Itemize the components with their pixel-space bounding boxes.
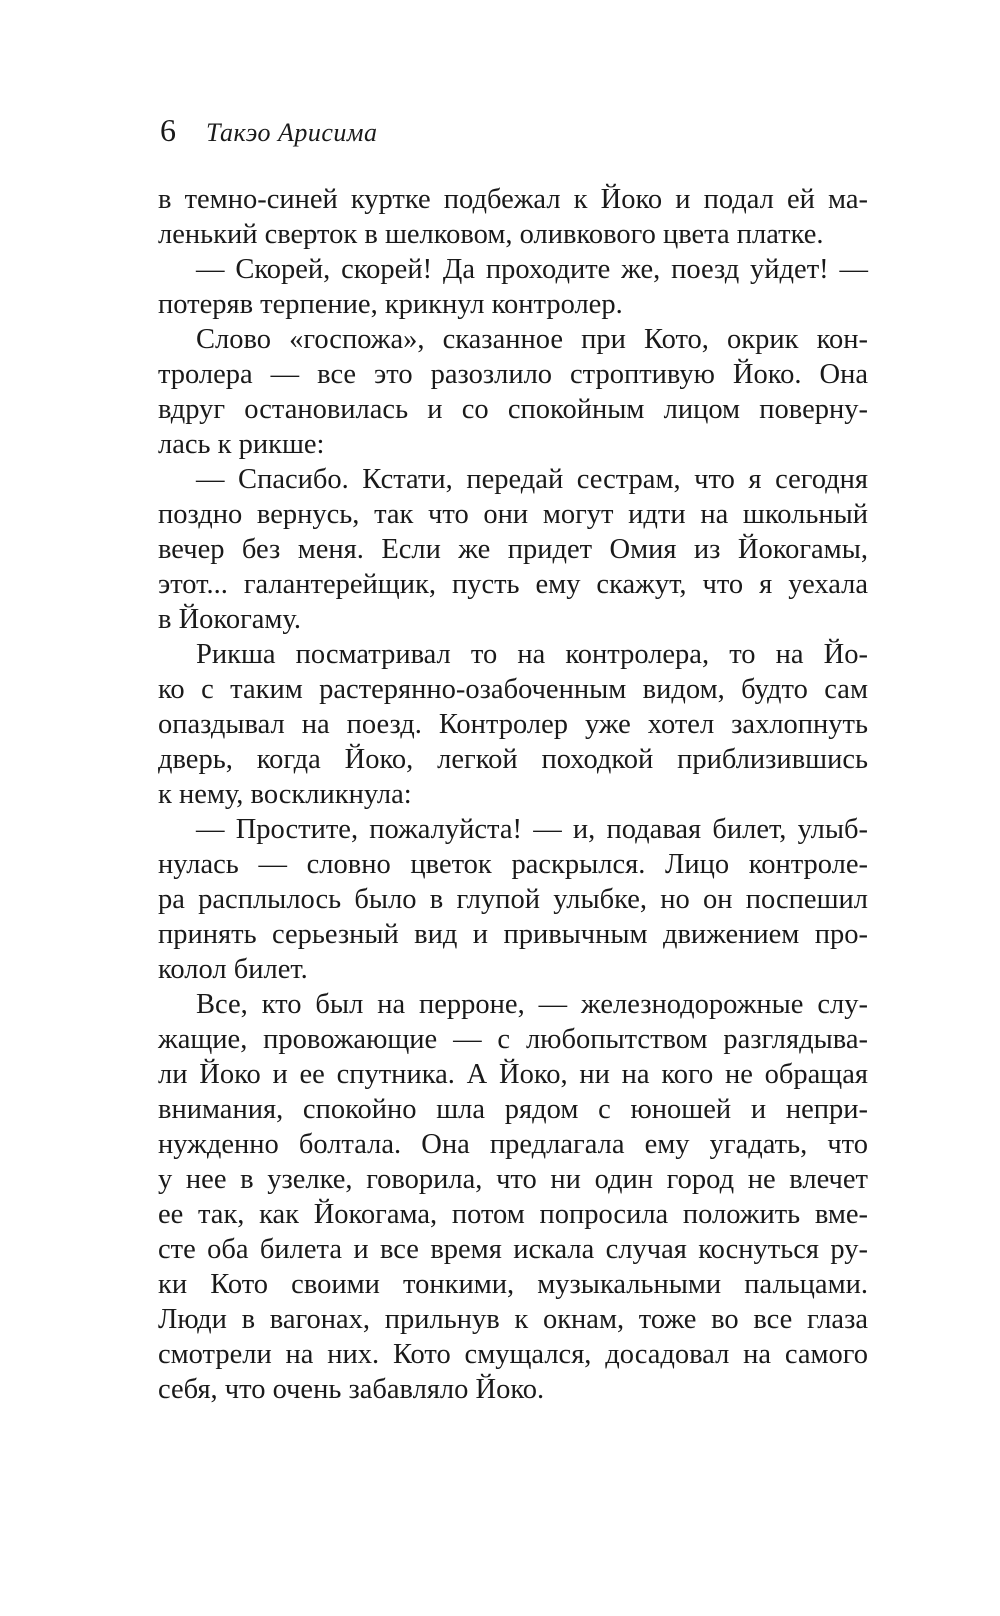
text-line: Рикша посматривал то на контролера, то на Йо- (196, 639, 868, 670)
text-line: дверь, когда Йоко, легкой походкой приблизившись (158, 744, 868, 775)
text-line: ра расплылось было в глупой улыбке, но он поспешил (158, 884, 868, 915)
text-line: сте оба билета и все время искала случая коснуться ру- (158, 1234, 868, 1265)
text-line: ее так, как Йокогама, потом попросила положить вме- (158, 1199, 868, 1230)
text-line: вечер без меня. Если же придет Омия из Йокогамы, (158, 534, 868, 565)
text-line: внимания, спокойно шла рядом с юношей и непри- (158, 1094, 868, 1125)
text-line: нужденно болтала. Она предлагала ему угадать, что (158, 1129, 868, 1160)
text-line: ленький сверток в шелковом, оливкового цвета платке. (158, 219, 824, 250)
text-line: Все, кто был на перроне, — железнодорожные слу- (196, 989, 868, 1020)
page-number: 6 (160, 112, 176, 148)
text-line: Люди в вагонах, прильнув к окнам, тоже во все глаза (158, 1304, 868, 1335)
body-text (158, 182, 868, 1407)
text-line: потеряв терпение, крикнул контролер. (158, 289, 623, 320)
text-line: Слово «госпожа», сказанное при Кото, окрик кон- (196, 324, 868, 355)
text-line: — Простите, пожалуйста! — и, подавая билет, улыб- (196, 814, 868, 845)
text-line: тролера — все это разозлило строптивую Йоко. Она (158, 359, 868, 390)
running-head-author: Такэо Арисима (206, 118, 378, 147)
text-line: у нее в узелке, говорила, что ни один город не влечет (158, 1164, 868, 1195)
text-line: — Скорей, скорей! Да проходите же, поезд уйдет! — (196, 254, 868, 285)
text-line: ки Кото своими тонкими, музыкальными пальцами. (158, 1269, 868, 1300)
text-line: опаздывал на поезд. Контролер уже хотел захлопнуть (158, 709, 868, 740)
text-line: лась к рикше: (158, 429, 325, 460)
text-line: — Спасибо. Кстати, передай сестрам, что я сегодня (196, 464, 868, 495)
text-line: нулась — словно цветок раскрылся. Лицо контроле- (158, 849, 868, 880)
text-line: ко с таким растерянно-озабоченным видом, будто сам (158, 674, 868, 705)
text-line: колол билет. (158, 954, 308, 985)
text-line: этот... галантерейщик, пусть ему скажут, что я уехала (158, 569, 868, 600)
text-line: вдруг остановилась и со спокойным лицом поверну- (158, 394, 868, 425)
text-line: к нему, воскликнула: (158, 779, 412, 810)
text-line: в Йокогаму. (158, 604, 301, 635)
text-line: ли Йоко и ее спутника. А Йоко, ни на кого не обращая (158, 1059, 868, 1090)
text-line: жащие, провожающие — с любопытством разглядыва- (158, 1024, 868, 1055)
text-line: принять серьезный вид и привычным движением про- (158, 919, 868, 950)
running-head (160, 112, 377, 152)
text-line: поздно вернусь, так что они могут идти на школьный (158, 499, 868, 530)
text-line: в темно-синей куртке подбежал к Йоко и подал ей ма- (158, 184, 868, 215)
text-line: себя, что очень забавляло Йоко. (158, 1374, 545, 1405)
text-line: смотрели на них. Кото смущался, досадовал на самого (158, 1339, 868, 1370)
